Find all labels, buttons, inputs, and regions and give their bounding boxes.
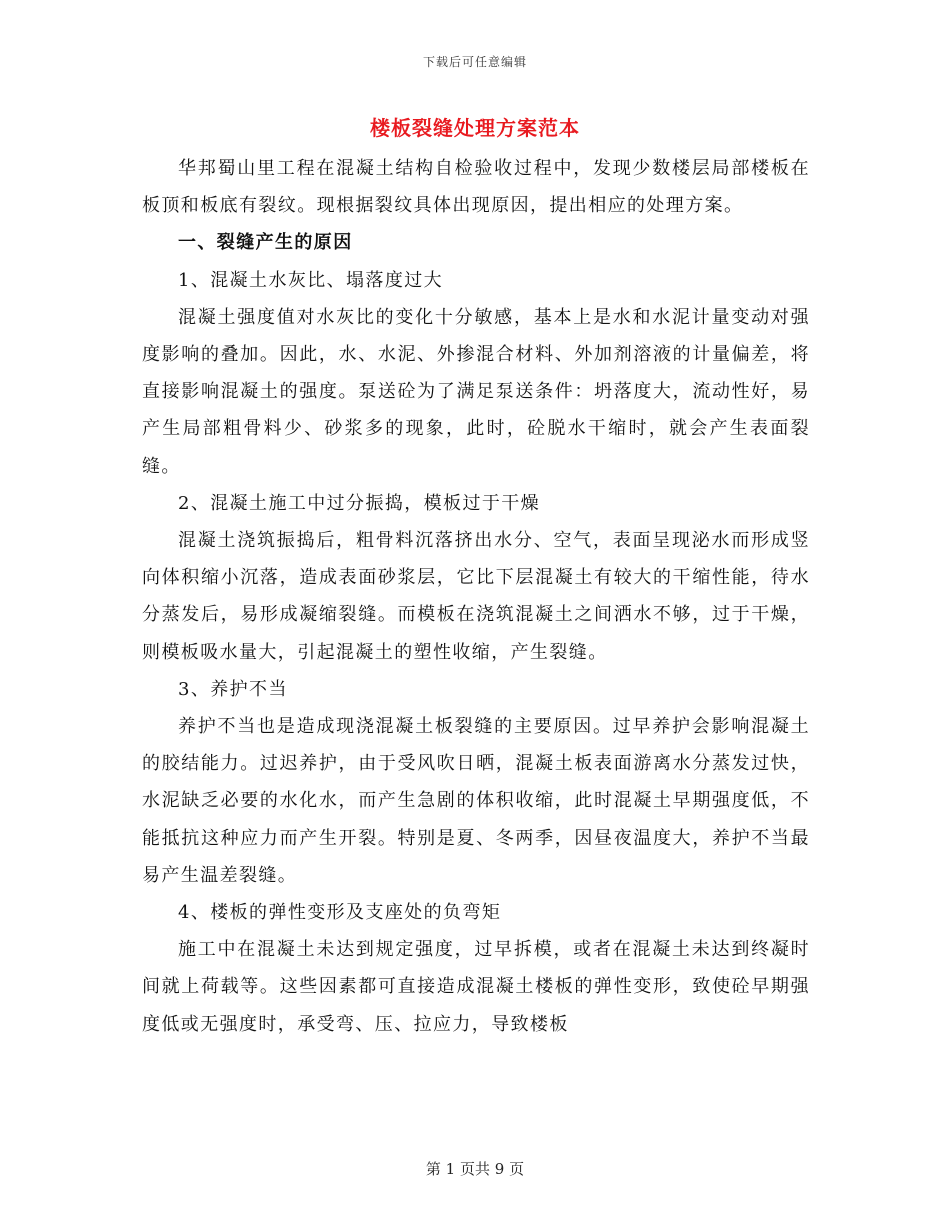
page-header: 下载后可任意编辑 bbox=[422, 55, 527, 69]
paragraph-over-vibration: 混凝土浇筑振捣后，粗骨料沉落挤出水分、空气，表面呈现泌水而形成竖向体积缩小沉落，造成表面砂浆层，它比下层混凝土有较大的干缩性能，待水分蒸发后，易形成凝缩裂缝。而模板在浇筑混凝土之间洒水不够，过于干燥，则模板吸水量大，引起混凝土的塑性收缩，产生裂缝。 bbox=[142, 530, 810, 663]
subheading-improper-curing: 3、养护不当 bbox=[178, 678, 288, 700]
document-body bbox=[142, 150, 810, 1043]
subheading-over-vibration: 2、混凝土施工中过分振捣，模板过于干燥 bbox=[178, 492, 541, 514]
section-heading-causes: 一、裂缝产生的原因 bbox=[178, 232, 353, 254]
subheading-elastic-deformation: 4、楼板的弹性变形及支座处的负弯矩 bbox=[178, 902, 502, 924]
subheading-water-cement-ratio: 1、混凝土水灰比、塌落度过大 bbox=[178, 269, 444, 291]
document-title: 楼板裂缝处理方案范本 bbox=[370, 116, 580, 140]
page-number: 第 1 页共 9 页 bbox=[425, 1160, 525, 1178]
paragraph-improper-curing: 养护不当也是造成现浇混凝土板裂缝的主要原因。过早养护会影响混凝土的胶结能力。过迟养护，由于受风吹日晒，混凝土板表面游离水分蒸发过快，水泥缺乏必要的水化水，而产生急剧的体积收缩，此时混凝土早期强度低，不能抵抗这种应力而产生开裂。特别是夏、冬两季，因昼夜温度大，养护不当最易产生温差裂缝。 bbox=[142, 716, 810, 886]
paragraph-water-cement-ratio: 混凝土强度值对水灰比的变化十分敏感，基本上是水和水泥计量变动对强度影响的叠加。因此，水、水泥、外掺混合材料、外加剂溶液的计量偏差，将直接影响混凝土的强度。泵送砼为了满足泵送条件：坍落度大，流动性好，易产生局部粗骨料少、砂浆多的现象，此时，砼脱水干缩时，就会产生表面裂缝。 bbox=[142, 306, 810, 477]
intro-paragraph: 华邦蜀山里工程在混凝土结构自检验收过程中，发现少数楼层局部楼板在板顶和板底有裂纹。现根据裂纹具体出现原因，提出相应的处理方案。 bbox=[142, 158, 810, 217]
paragraph-elastic-deformation: 施工中在混凝土未达到规定强度，过早拆模，或者在混凝土未达到终凝时间就上荷载等。这些因素都可直接造成混凝土楼板的弹性变形，致使砼早期强度低或无强度时，承受弯、压、拉应力，导致楼板 bbox=[142, 939, 810, 1035]
